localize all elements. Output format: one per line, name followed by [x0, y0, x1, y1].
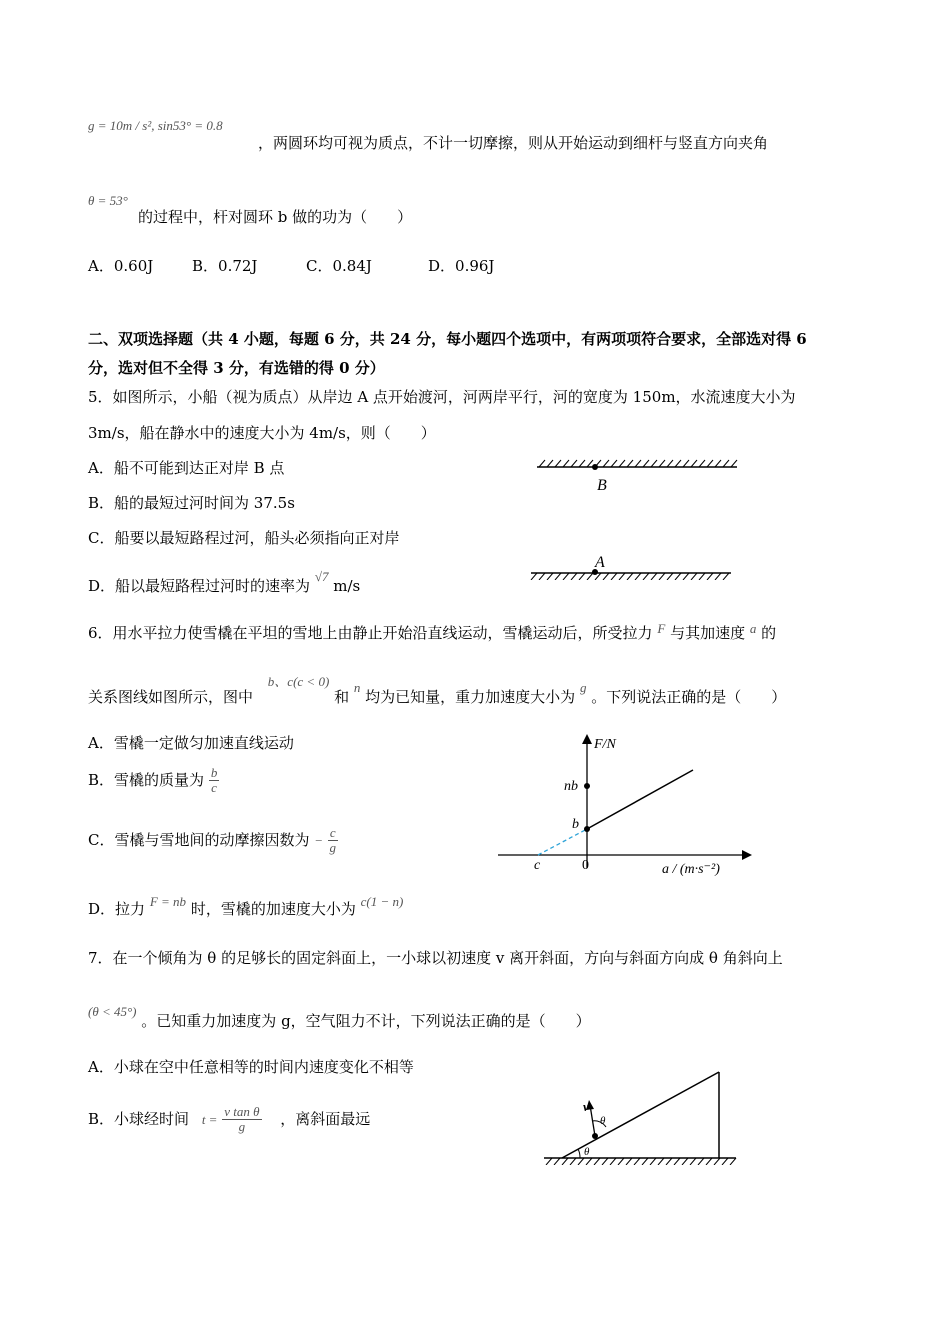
q7-option-b-post: ，离斜面最远: [280, 1109, 371, 1128]
q4-option-a: A．0.60J: [88, 257, 154, 275]
q7-t-equals: t =: [201, 1111, 218, 1127]
q4-theta-formula: θ = 53°: [88, 193, 128, 208]
q5-option-c: C．船要以最短路程过河，船头必须指向正对岸: [88, 529, 400, 547]
graph-line: [587, 770, 693, 829]
q5-option-d: [88, 569, 361, 596]
q6-stem-line2-and: 和: [334, 688, 350, 706]
point-b-label: B: [597, 477, 607, 494]
q7-stem-line2: [88, 1004, 591, 1031]
q5-option-b: B．船的最短过河时间为 37.5s: [88, 494, 295, 512]
q6-symbol-n: n: [353, 680, 361, 695]
q6-stem-line1-mid: 与其加速度: [670, 624, 746, 642]
q6-option-d-pre: D．拉力: [88, 900, 146, 918]
q7-time-fraction: [222, 1105, 261, 1135]
q4-line2-text: 的过程中，杆对圆环 b 做的功为（ ）: [138, 208, 413, 226]
y-axis-label: F/N: [594, 737, 616, 752]
q7-stem-line2-text: 。已知重力加速度为 g，空气阻力不计，下列说法正确的是（ ）: [141, 1012, 591, 1030]
q6-option-a: A．雪橇一定做匀加速直线运动: [88, 734, 294, 752]
tick-label-nb: nb: [564, 779, 578, 794]
q6-accel-formula: c(1 − n): [360, 894, 404, 909]
q6-option-d-mid: 时，雪橇的加速度大小为: [190, 900, 356, 918]
q6-stem-line1: [88, 622, 776, 643]
b-point: [584, 826, 590, 832]
near-bank-hatch: [531, 573, 729, 580]
q6-friction-numerator: c: [329, 825, 336, 840]
q4-line1-text: ，两圆环均可视为质点，不计一切摩擦，则从开始运动到细杆与竖直方向夹角: [258, 134, 769, 152]
q4-option-c: C．0.84J: [306, 257, 372, 275]
ground-hatch: [546, 1158, 736, 1165]
q5-option-d-unit: m/s: [333, 577, 361, 595]
force-acceleration-graph: [490, 728, 760, 878]
q6-minus-sign: −: [314, 832, 324, 848]
incline-angle-label: θ: [584, 1146, 590, 1158]
q6-symbol-a: a: [749, 621, 757, 636]
q7-time-denominator: g: [238, 1119, 246, 1135]
q7-option-b-pre: B．小球经时间: [88, 1109, 190, 1128]
section2-heading-line2: 分，选对但不全得 3 分，有选错的得 0 分）: [88, 359, 385, 377]
point-b-dot: [592, 464, 598, 470]
graph-extension-dashed: [538, 829, 587, 855]
point-a-label: A: [595, 554, 605, 571]
x-axis-arrow: [742, 850, 752, 860]
q7-theta-condition: (θ < 45°): [88, 1004, 137, 1019]
y-axis-arrow: [582, 734, 592, 744]
q6-symbol-g: g: [579, 680, 587, 695]
tick-label-c: c: [534, 858, 541, 873]
q6-symbol-f: F: [657, 621, 666, 636]
q5-stem-line2: 3m/s，船在静水中的速度大小为 4m/s，则（ ）: [88, 424, 436, 442]
tick-label-b: b: [572, 817, 579, 832]
q6-friction-fraction: [328, 826, 338, 856]
q5-option-a: A．船不可能到达正对岸 B 点: [88, 459, 285, 477]
q7-option-b: [88, 1105, 370, 1135]
q7-option-a: A．小球在空中任意相等的时间内速度变化不相等: [88, 1058, 414, 1076]
q6-option-b: [88, 766, 219, 796]
q6-stem-line1-pre: 6．用水平拉力使雪橇在平坦的雪地上由静止开始沿直线运动，雪橇运动后，所受拉力: [88, 624, 653, 642]
far-bank-hatch: [539, 460, 737, 467]
q5-option-d-text: D．船以最短路程过河时的速率为: [88, 577, 311, 595]
q6-mass-fraction: [209, 766, 220, 796]
q5-stem-line1: 5．如图所示，小船（视为质点）从岸边 A 点开始渡河，河两岸平行，河的宽度为 150m，水流速度大小为: [88, 388, 796, 406]
incline-diagram: [540, 1065, 740, 1165]
x-axis-label: a / (m·s⁻²): [662, 862, 720, 877]
q6-stem-line2: [88, 674, 787, 707]
q6-stem-line1-post: 的: [761, 624, 777, 642]
q7-time-numerator: v tan θ: [224, 1104, 260, 1119]
nb-point: [584, 783, 590, 789]
velocity-label: v: [583, 1099, 589, 1114]
q6-mass-numerator: b: [210, 765, 218, 780]
q6-stem-line2-mid: 均为已知量，重力加速度大小为: [365, 688, 576, 706]
section2-heading-line1: 二、双项选择题（共 4 小题，每题 6 分，共 24 分，每小题四个选项中，有两项项符合要求，全部选对得 6: [88, 330, 807, 348]
q7-stem-line1: 7．在一个倾角为 θ 的足够长的固定斜面上，一小球以初速度 v 离开斜面，方向与斜面方向成 θ 角斜向上: [88, 949, 783, 967]
incline-angle-arc: [578, 1149, 580, 1158]
q4-given-formula: g = 10m / s², sin53° = 0.8: [88, 118, 223, 133]
q6-stem-line2-pre: 关系图线如图所示，图中: [88, 688, 254, 706]
q6-option-b-text: B．雪橇的质量为: [88, 770, 205, 789]
q5-sqrt7-formula: √7: [314, 569, 329, 584]
q6-mass-denominator: c: [211, 780, 217, 796]
q4-option-d: D．0.96J: [428, 257, 495, 275]
q6-f-equals-nb: F = nb: [149, 894, 187, 909]
q6-option-c-text: C．雪橇与雪地间的动摩擦因数为: [88, 830, 310, 849]
q6-bc-formula: b、c(c < 0): [267, 674, 330, 689]
origin-label: 0: [582, 858, 589, 873]
q4-option-b: B．0.72J: [192, 257, 258, 275]
q6-stem-line2-post: 。下列说法正确的是（ ）: [591, 688, 787, 706]
q6-friction-denominator: g: [329, 840, 336, 856]
q6-option-d: [88, 894, 404, 919]
q6-option-c: [88, 826, 338, 856]
launch-angle-label: θ: [600, 1115, 606, 1127]
river-diagram: [525, 455, 745, 580]
